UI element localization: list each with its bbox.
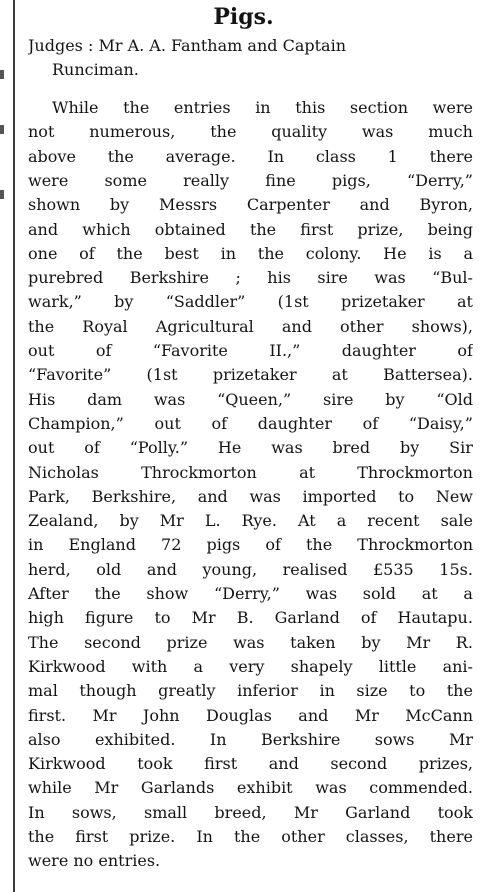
article-line: The second prize was taken by Mr R. xyxy=(28,632,473,652)
article-line: out of “Favorite II.,” daughter of xyxy=(28,341,473,360)
article-line: also exhibited. In Berkshire sows Mr xyxy=(28,729,473,749)
article-line: wark,” by “Saddler” (1st prizetaker at xyxy=(28,292,473,312)
article-line: the Royal Agricultural and other shows), xyxy=(28,316,473,336)
article-line: Nicholas Throckmorton at Throckmorton xyxy=(28,462,473,482)
margin-mark xyxy=(0,70,4,79)
article-line: were some really fine pigs, “Derry,” xyxy=(28,170,473,190)
article-line: His dam was “Queen,” sire by “Old xyxy=(28,389,473,409)
article-line: out of “Polly.” He was bred by Sir xyxy=(28,438,473,458)
judges-line xyxy=(52,58,472,82)
article-line: while Mr Garlands exhibit was commended. xyxy=(28,778,473,798)
margin-mark xyxy=(0,190,4,199)
article-line: purebred Berkshire ; his sire was “Bul- xyxy=(28,268,473,288)
article-line: Kirkwood took first and second prizes, xyxy=(28,754,473,774)
article-line: After the show “Derry,” was sold at a xyxy=(28,584,473,603)
article-line: shown by Messrs Carpenter and Byron, xyxy=(28,195,473,215)
margin-mark xyxy=(0,125,4,134)
article-line: and which obtained the first prize, being xyxy=(28,219,473,239)
article-line: first. Mr John Douglas and Mr McCann xyxy=(28,705,473,725)
article-line: were no entries. xyxy=(28,851,161,871)
article-line: herd, old and young, realised £535 15s. xyxy=(28,559,473,579)
article-line: above the average. In class 1 there xyxy=(28,146,473,166)
article-line: mal though greatly inferior in size to the xyxy=(28,681,473,701)
judges-text: Judges : Mr A. A. Fantham and Captain xyxy=(28,36,346,55)
article-line: in England 72 pigs of the Throckmorton xyxy=(28,535,473,555)
article-line: not numerous, the quality was much xyxy=(28,122,473,142)
article-line: Park, Berkshire, and was imported to New xyxy=(28,486,473,506)
article-line: one of the best in the colony. He is a xyxy=(28,243,473,263)
article-line: “Favorite” (1st prizetaker at Battersea). xyxy=(28,365,473,385)
article-title: Pigs. xyxy=(213,4,274,30)
article-line: the first prize. In the other classes, there xyxy=(28,827,473,846)
article-line: While the entries in this section were xyxy=(52,98,473,117)
article-line: Champion,” out of daughter of “Daisy,” xyxy=(28,413,473,433)
judges-line xyxy=(28,34,473,58)
column-rule xyxy=(13,0,15,892)
article-line: Kirkwood with a very shapely little ani- xyxy=(28,656,473,676)
article-line: In sows, small breed, Mr Garland took xyxy=(28,802,473,822)
article-line: high figure to Mr B. Garland of Hautapu. xyxy=(28,608,473,628)
article-line: Zealand, by Mr L. Rye. At a recent sale xyxy=(28,511,473,531)
judges-text: Runciman. xyxy=(52,60,139,79)
